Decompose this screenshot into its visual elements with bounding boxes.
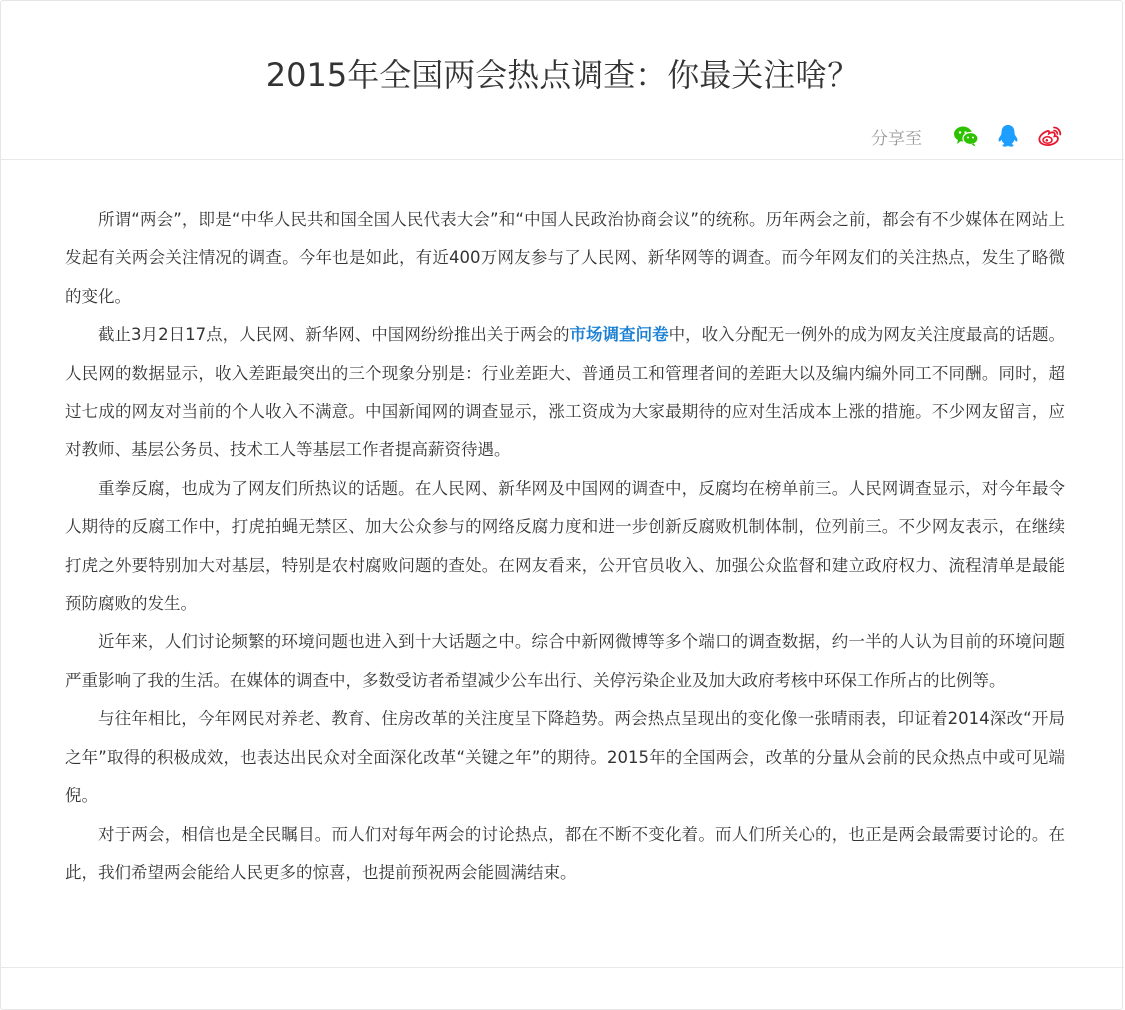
paragraph-1: 所谓“两会”，即是“中华人民共和国全国人民代表大会”和“中国人民政治协商会议”的统称。历年两会之前，都会有不少媒体在网站上发起有关两会关注情况的调查。今年也是如此，有近400万网友参与了人民网、新华网等的调查。而今年网友们的关注热点，发生了略微的变化。	[65, 210, 1065, 306]
qq-icon[interactable]	[994, 122, 1022, 150]
article-body	[65, 201, 1065, 892]
footer-divider	[1, 967, 1124, 968]
paragraph-2	[65, 316, 1065, 470]
share-bar	[871, 121, 1064, 151]
paragraph-2-before: 截止3月2日17点，人民网、新华网、中国网纷纷推出关于两会的	[98, 325, 570, 345]
paragraph-2-after: 中，收入分配无一例外的成为网友关注度最高的话题。人民网的数据显示，收入差距最突出的三个现象分别是：行业差距大、普通员工和管理者间的差距大以及编内编外同工不同酬。同时，超过七成的网友对当前的个人收入不满意。中国新闻网的调查显示，涨工资成为大家最期待的应对生活成本上涨的措施。不少网友留言，应对教师、基层公务员、技术工人等基层工作者提高薪资待遇。	[65, 325, 1066, 460]
wechat-icon[interactable]	[952, 122, 980, 150]
survey-link[interactable]: 市场调查问卷	[569, 325, 669, 345]
paragraph-3: 重拳反腐，也成为了网友们所热议的话题。在人民网、新华网及中国网的调查中，反腐均在榜单前三。人民网调查显示，对今年最令人期待的反腐工作中，打虎拍蝇无禁区、加大公众参与的网络反腐力度和进一步创新反腐败机制体制，位列前三。不少网友表示，在继续打虎之外要特别加大对基层，特别是农村腐败问题的查处。在网友看来，公开官员收入、加强公众监督和建立政府权力、流程清单是最能预防腐败的发生。	[65, 478, 1065, 614]
paragraph-4: 近年来，人们讨论频繁的环境问题也进入到十大话题之中。综合中新网微博等多个端口的调查数据，约一半的人认为目前的环境问题严重影响了我的生活。在媒体的调查中，多数受访者希望减少公车出行、关停污染企业及加大政府考核中环保工作所占的比例等。	[65, 632, 1065, 690]
weibo-icon[interactable]	[1036, 122, 1064, 150]
article-header	[1, 1, 1124, 160]
share-label: 分享至	[871, 128, 922, 149]
paragraph-6: 对于两会，相信也是全民瞩目。而人们对每年两会的讨论热点，都在不断不变化着。而人们所关心的，也正是两会最需要讨论的。在此，我们希望两会能给人民更多的惊喜，也提前预祝两会能圆满结束。	[65, 824, 1065, 882]
paragraph-5: 与往年相比，今年网民对养老、教育、住房改革的关注度呈下降趋势。两会热点呈现出的变化像一张晴雨表，印证着2014深改“开局之年”取得的积极成效，也表达出民众对全面深化改革“关键之年”的期待。2015年的全国两会，改革的分量从会前的民众热点中或可见端倪。	[65, 709, 1065, 806]
article-title: 2015年全国两会热点调查：你最关注啥？	[265, 56, 860, 94]
